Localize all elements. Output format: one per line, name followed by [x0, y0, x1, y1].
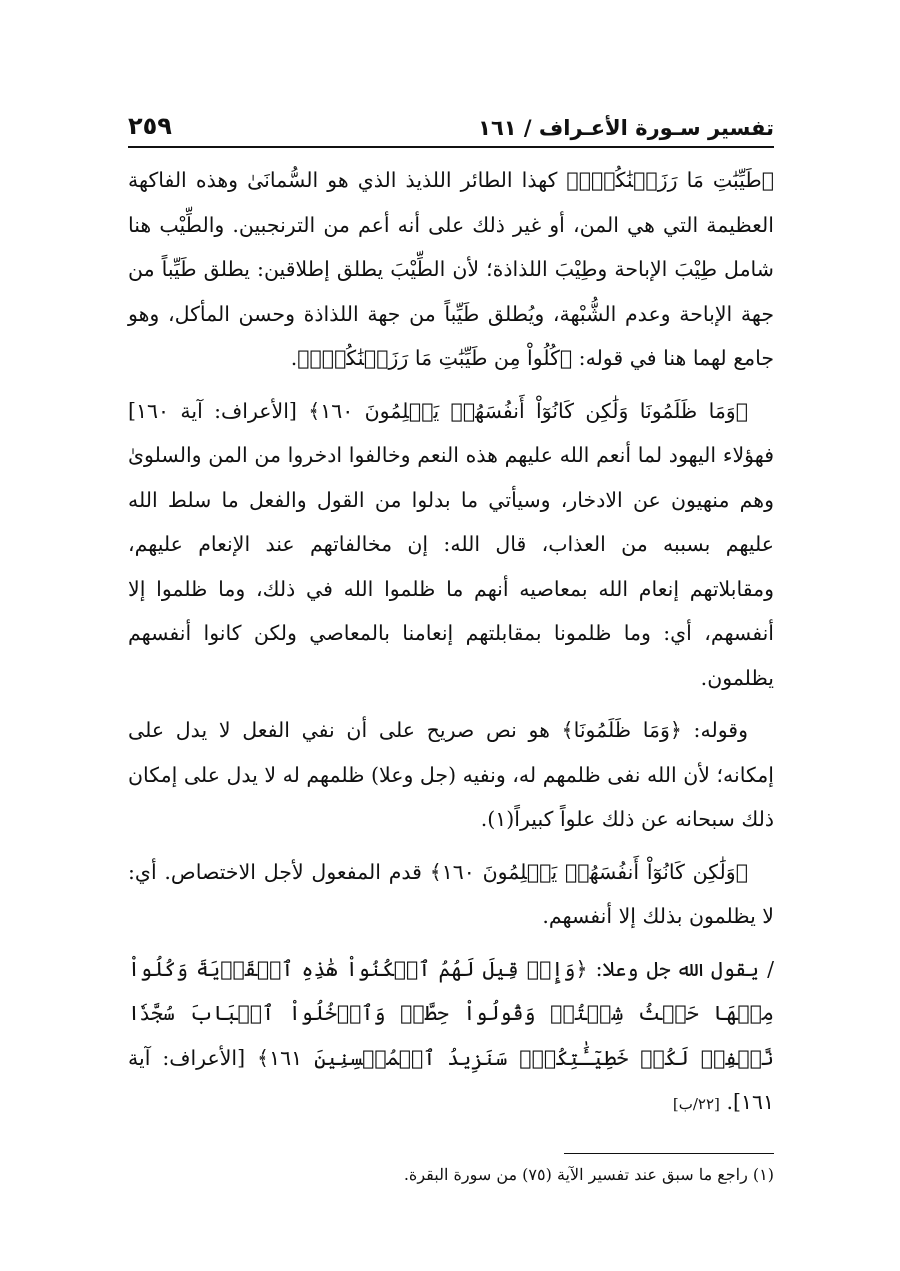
- margin-folio-note: [٢٢/ب]: [672, 1095, 720, 1113]
- paragraph-5-text: / يقول الله جل وعلا: ﴿وَإِذۡ قِيلَ لَهُمُ ٱسۡكُنُواْ هَٰذِهِ ٱلۡقَرۡيَةَ وَكُلُواْ مِنۡهَا حَيۡثُ شِئۡتُمۡ وَقُولُواْ حِطَّةٞ وَٱدۡخُلُواْ ٱلۡبَابَ سُجَّدٗا نَّغۡفِرۡ لَكُمۡ خَطِيٓـَٰٔتِكُمۡۚ سَنَزِيدُ ٱلۡمُحۡسِنِينَ ١٦١﴾ [الأعراف: آية ١٦١].: [128, 956, 774, 1114]
- running-title: تفسير سـورة الأعـراف / ١٦١: [478, 116, 774, 140]
- paragraph-3: وقوله: ﴿وَمَا ظَلَمُونَا﴾ هو نص صريح على أن نفي الفعل لا يدل على إمكانه؛ لأن الله نفى ظلمهم له، ونفيه (جل وعلا) ظلمهم له لا يدل على إمكان ذلك سبحانه عن ذلك علواً كبيراً(١).: [128, 718, 774, 831]
- footnote-divider: [564, 1153, 774, 1154]
- paragraph-5: [128, 947, 774, 1127]
- running-header: [128, 112, 774, 148]
- paragraph-4: ﴿وَلَٰكِن كَانُوٓاْ أَنفُسَهُمۡ يَظۡلِمُونَ ١٦٠﴾ قدم المفعول لأجل الاختصاص. أي: لا يظلمون بذلك إلا أنفسهم.: [128, 859, 774, 928]
- paragraph-1: ﴿طَيِّبَٰتِ مَا رَزَقۡنَٰكُمۡۚ﴾ كهذا الطائر اللذيذ الذي هو السُّمانَىٰ وهذه الفاكهة العظيمة التي هي المن، أو غير ذلك على أنه أعم من الترنجبين. والطِّيْب هنا شامل طِيْبَ الإباحة وطِيْبَ اللذاذة؛ لأن الطِّيْبَ يطلق إطلاقين: يطلق طَيِّباً من جهة الإباحة وعدم الشُّبْهة، ويُطلق طَيِّباً من جهة اللذاذة وحسن المأكل، وهو جامع لهما هنا في قوله: ﴿كُلُواْ مِن طَيِّبَٰتِ مَا رَزَقۡنَٰكُمۡۚ﴾.: [128, 168, 774, 370]
- page-number: ٢٥٩: [128, 112, 172, 140]
- footnote: (١) راجع ما سبق عند تفسير الآية (٧٥) من سورة البقرة.: [403, 1164, 774, 1184]
- book-page: [128, 112, 774, 1190]
- paragraph-2: ﴿وَمَا ظَلَمُونَا وَلَٰكِن كَانُوٓاْ أَنفُسَهُمۡ يَظۡلِمُونَ ١٦٠﴾ [الأعراف: آية ١٦٠] فهؤلاء اليهود لما أنعم الله عليهم هذه النعم وخالفوا ادخروا من المن والسلوىٰ وهم منهيون عن الادخار، وسيأتي ما بدلوا من القول والفعل ما سلط الله عليهم بسببه من العذاب، قال الله: إن مخالفاتهم عند الإنعام عليهم، ومقابلاتهم إنعام الله بمعاصيه أنهم ما ظلموا الله في ذلك، وما ظلموا إلا أنفسهم، أي: وما ظلمونا بمقابلتهم إنعامنا بالمعاصي ولكن كانوا أنفسهم يظلمون.: [128, 398, 774, 690]
- page-body: [128, 158, 774, 1127]
